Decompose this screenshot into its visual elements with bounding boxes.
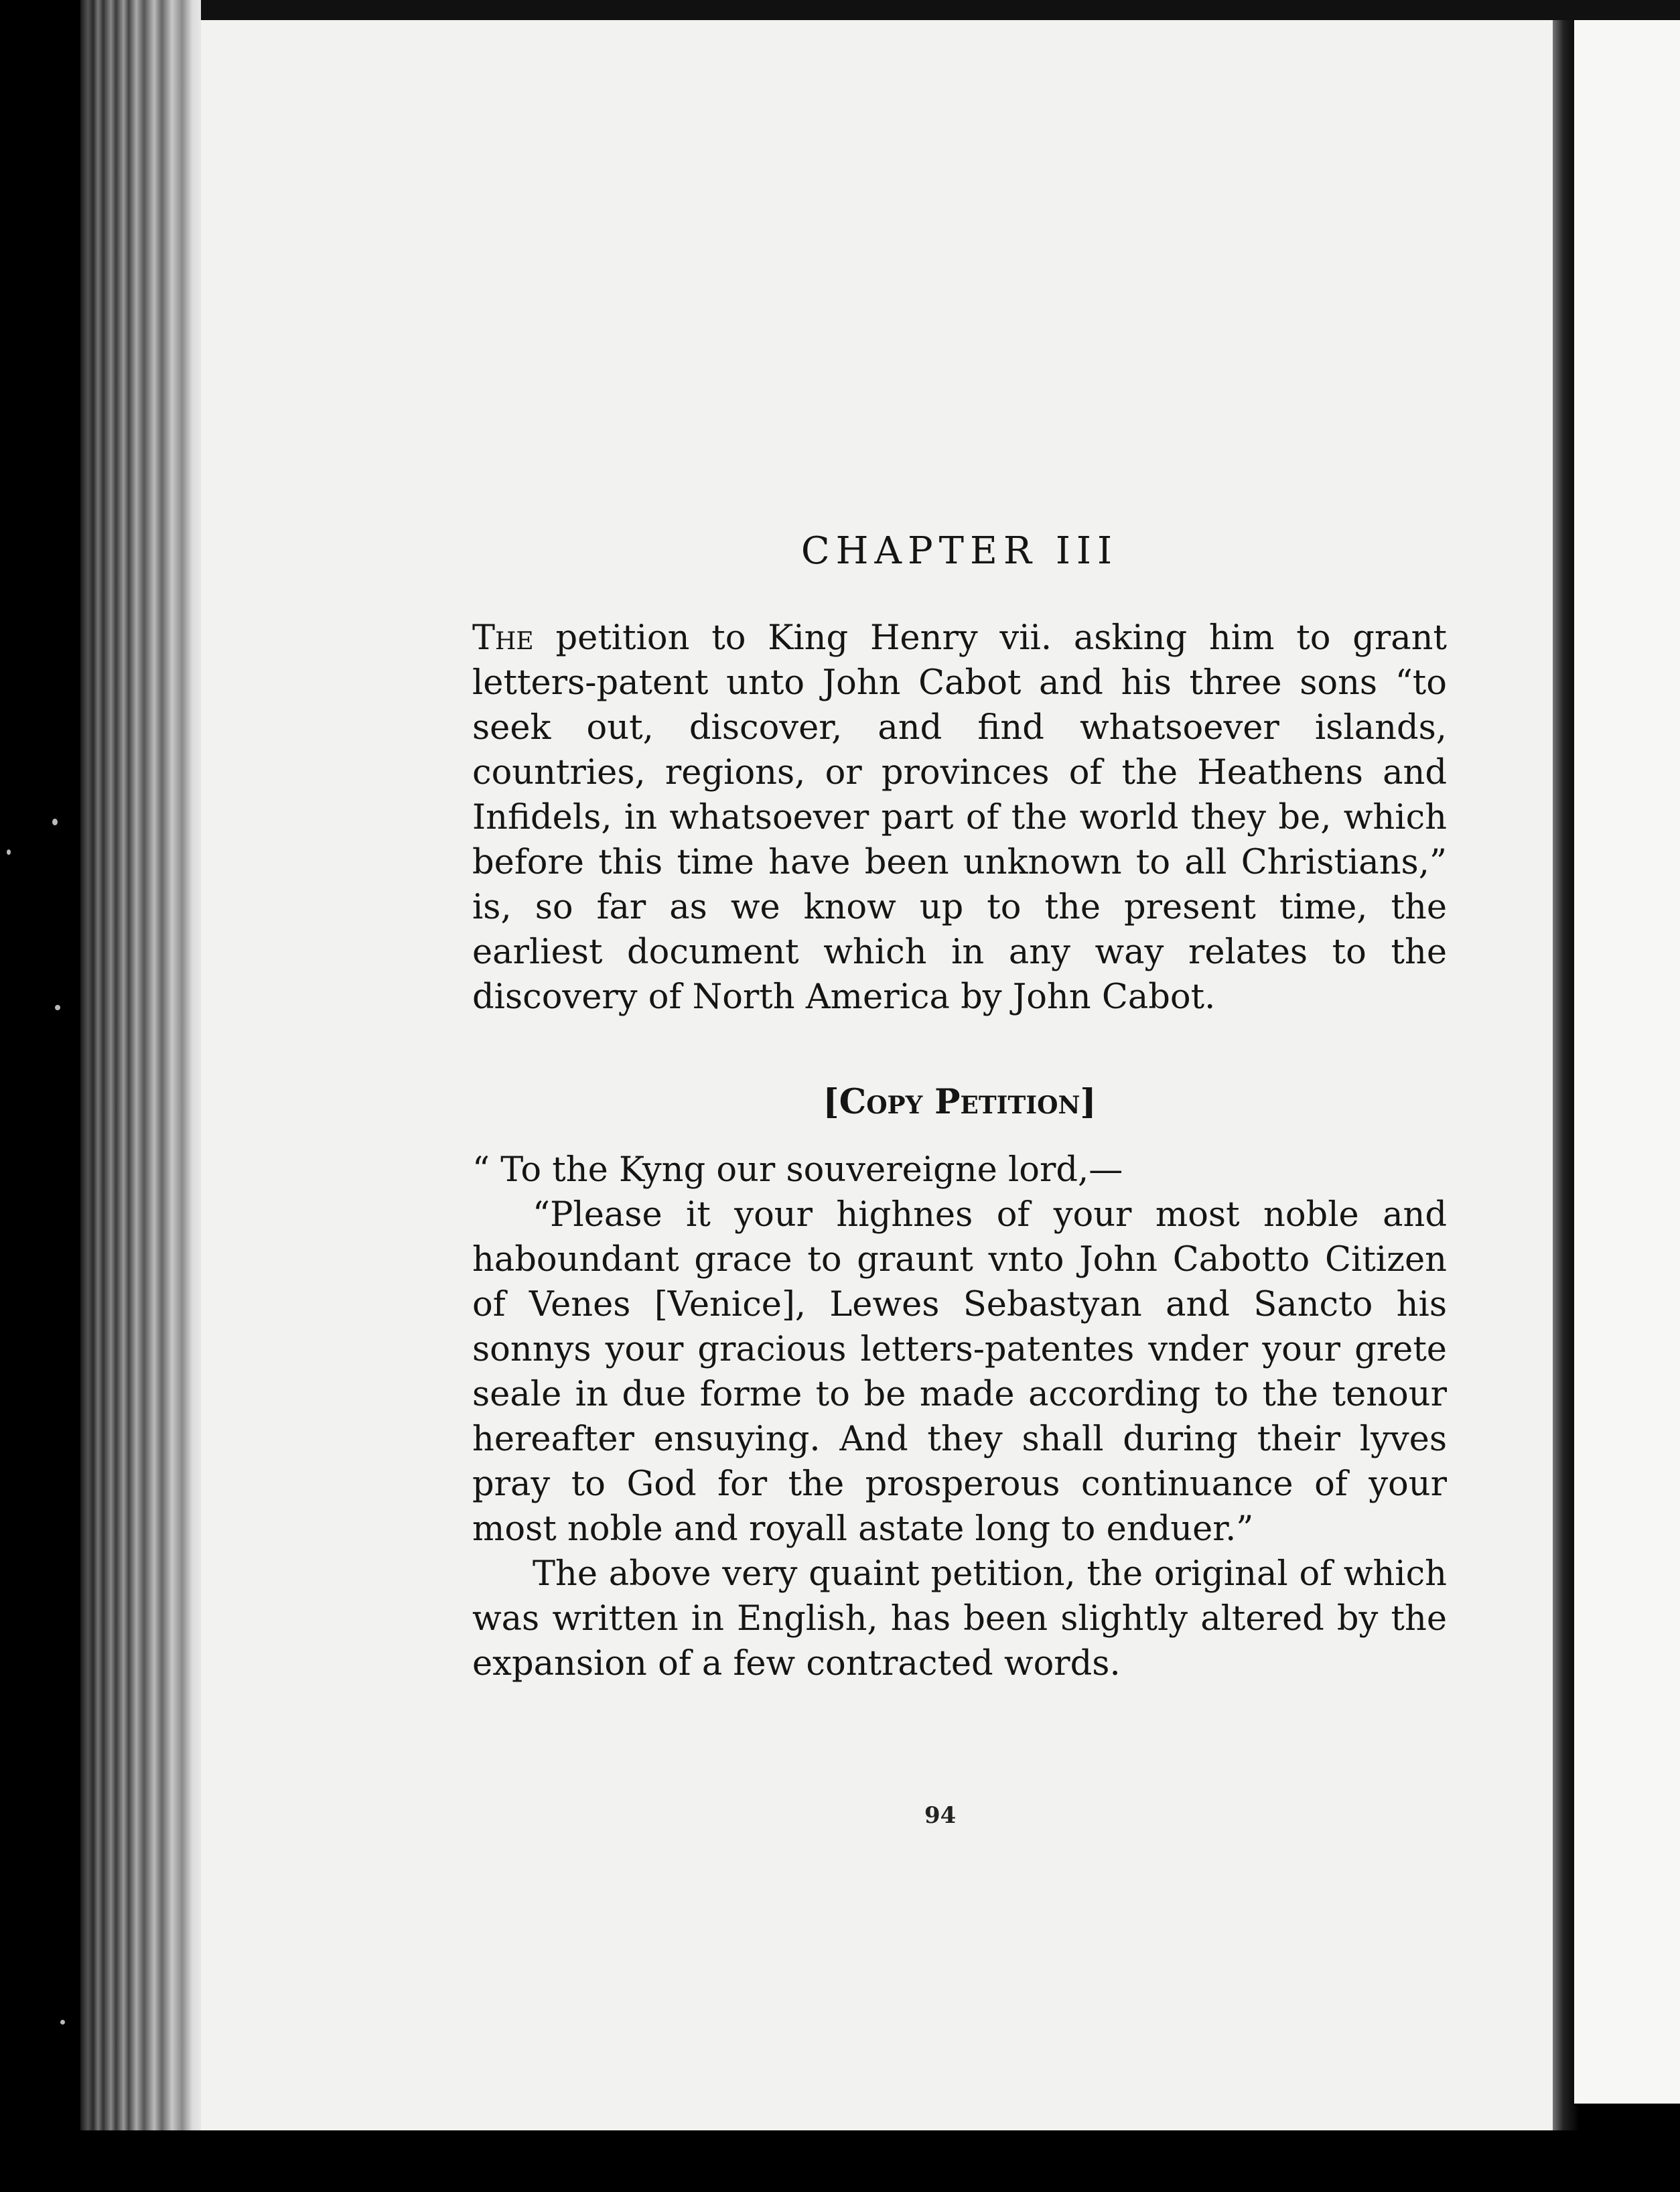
petition-salutation: “ To the Kyng our souvereigne lord,—	[472, 1150, 1123, 1190]
closing-paragraph: The above very quaint petition, the original of which was written in English, has been slightly altered by the expansion of a few contracted words.	[472, 1554, 1447, 1684]
facing-page-edge	[1574, 20, 1680, 2104]
petition-heading: [Copy Petition]	[823, 1082, 1097, 1122]
scan-bottom-border	[0, 2130, 1680, 2192]
scan-top-border	[201, 0, 1680, 20]
page-stack-edge	[80, 0, 208, 2157]
scan-speck	[52, 819, 58, 825]
petition-body: “Please it your highnes of your most noble and haboundant grace to graunt vnto John Cabotto Citizen of Venes [Venice], Lewes Sebastyan and Sancto his sonnys your gracious letters-patentes vnder your grete seale in due forme to be made according to the tenour hereafter ensuying. And they shall during their lyves pray to God for the prosperous continuance of your most noble and royall astate long to enduer.”	[472, 1195, 1447, 1549]
scan-speck	[60, 2020, 65, 2025]
chapter-heading: CHAPTER III	[800, 529, 1119, 573]
intro-paragraph	[472, 616, 1447, 1020]
scan-speck	[7, 849, 11, 855]
intro-lead-word: The	[472, 618, 534, 658]
intro-text: petition to King Henry vii. asking him to grant letters-patent unto John Cabot and his three sons “to seek out, discover, and find whatsoever islands, countries, regions, or provinces of the Heathens and Infidels, in whatsoever part of the world they be, which before this time have been unknown to all Christians,” is, so far as we know up to the present time, the earliest document which in any way relates to the discovery of North America by John Cabot.	[472, 618, 1447, 1017]
page-number: 94	[924, 1802, 957, 1829]
page-text-column	[472, 529, 1447, 1686]
scan-speck	[55, 1005, 60, 1010]
